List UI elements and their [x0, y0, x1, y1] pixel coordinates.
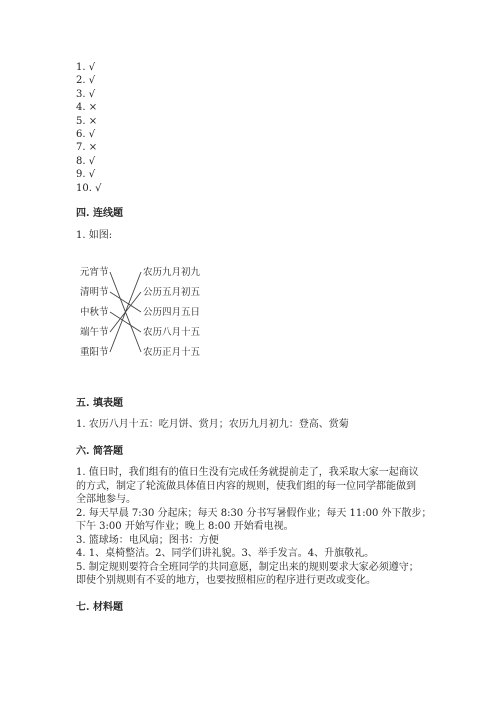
answer-line: 全部地参与。 — [76, 494, 136, 505]
answer-item: 10. √ — [76, 182, 102, 194]
right-item-5: 农历正月十五 — [143, 347, 201, 358]
right-item-2: 公历五月初五 — [143, 287, 201, 298]
answer-line: 即使个别规则有不妥的地方，也要按照相应的程序进行更改或变化。 — [76, 575, 376, 586]
answer-item: 1. √ — [76, 62, 96, 73]
section-4-title: 四. 连线题 — [76, 208, 123, 219]
left-item-2: 清明节 — [80, 287, 109, 298]
match-line-1 — [110, 272, 141, 352]
answer-item: 3. √ — [76, 88, 96, 100]
right-item-4: 农历八月十五 — [143, 327, 201, 338]
section-5-title: 五. 填表题 — [76, 398, 123, 409]
answer-item: 8. √ — [76, 155, 96, 167]
answer-item: 6. √ — [76, 128, 96, 140]
match-line-4 — [110, 292, 141, 332]
answer-item: 2. √ — [76, 75, 96, 87]
answer-line: 4. 1、桌椅整洁。2、同学们讲礼貌。3、举手发言。4、升旗敬礼。 — [76, 548, 375, 559]
answer-line: 2. 每天早晨 7:30 分起床；每天 8:30 分书写暑假作业；每天 11:00 外下散步； — [76, 507, 432, 519]
section-5-answer: 1. 农历八月十五：吃月饼、赏月；农历九月初九：登高、赏菊 — [76, 419, 349, 430]
right-item-3: 公历四月五日 — [143, 307, 201, 318]
section-6-title: 六. 简答题 — [76, 446, 123, 457]
answer-line: 的方式，制定了轮流做具体值日内容的规则，使我们组的每一位同学都能做到 — [76, 480, 416, 492]
answer-item: 4. × — [76, 102, 98, 114]
left-item-1: 元宵节 — [80, 267, 109, 278]
left-item-3: 中秋节 — [80, 307, 109, 318]
section-7-title: 七. 材料题 — [76, 602, 123, 613]
match-line-2 — [110, 292, 141, 312]
answer-item: 5. × — [76, 115, 98, 127]
match-line-3 — [110, 312, 141, 332]
match-line-5 — [110, 272, 141, 352]
section-6-answers — [76, 466, 432, 588]
answer-line: 3. 篮球场：电风扇；图书：方便 — [76, 534, 219, 546]
answer-item: 7. × — [76, 142, 98, 154]
answer-line: 1. 值日时，我们组有的值日生没有完成任务就提前走了，我采取大家一起商议 — [76, 467, 419, 478]
answer-line: 下午 3:00 开始写作业；晚上 8:00 开始看电视。 — [76, 521, 294, 532]
answer-line: 5. 制定规则要符合全班同学的共同意愿，制定出来的规则要求大家必须遵守； — [76, 561, 419, 573]
answer-item: 9. √ — [76, 169, 96, 181]
left-item-5: 重阳节 — [80, 347, 109, 358]
right-item-1: 农历九月初九 — [143, 267, 201, 278]
section-4-question-1: 1. 如图: — [76, 230, 113, 241]
left-item-4: 端午节 — [80, 327, 109, 338]
answer-list — [76, 61, 101, 195]
